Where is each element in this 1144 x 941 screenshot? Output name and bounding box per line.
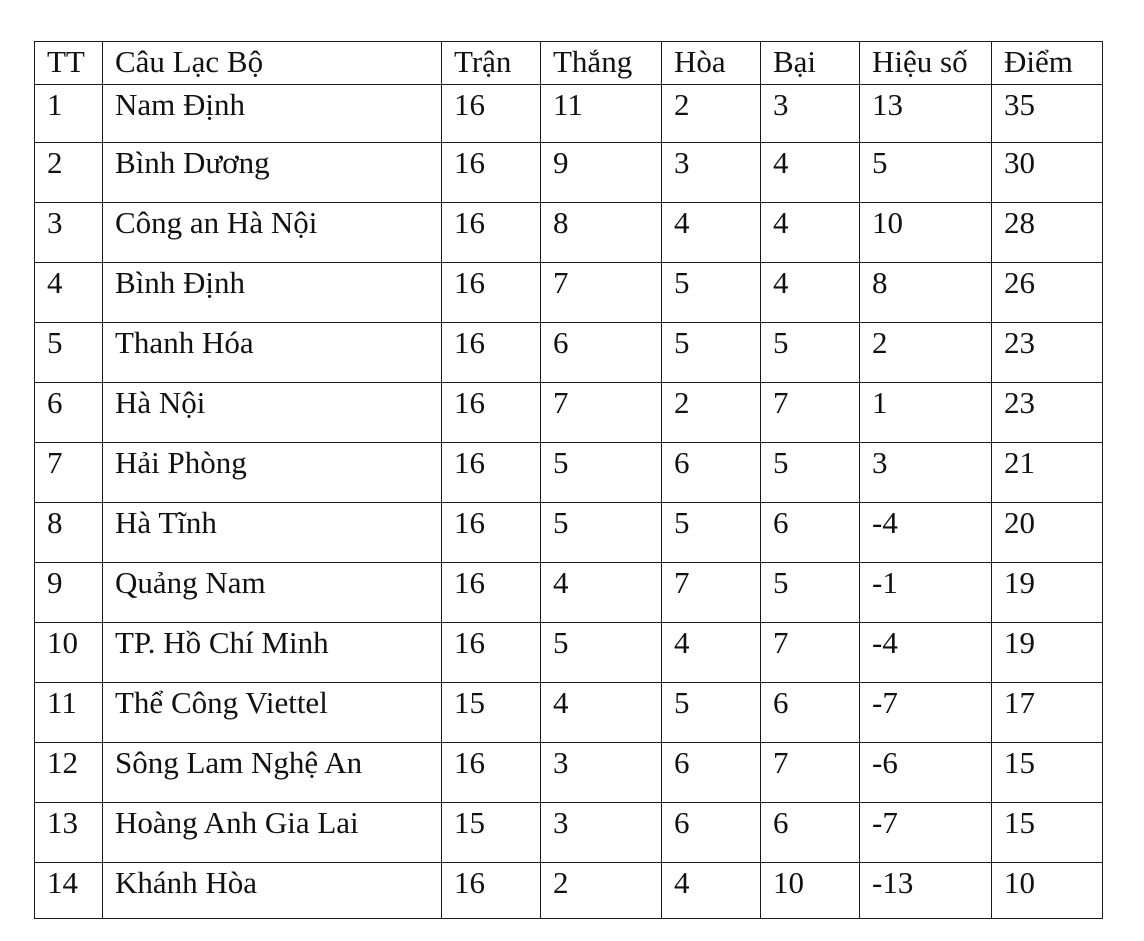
- cell-club: Hà Tĩnh: [103, 503, 442, 563]
- cell-played: 16: [442, 85, 541, 143]
- cell-club: TP. Hồ Chí Minh: [103, 623, 442, 683]
- cell-club: Thể Công Viettel: [103, 683, 442, 743]
- cell-played: 16: [442, 443, 541, 503]
- cell-draws: 4: [662, 623, 761, 683]
- cell-points: 23: [992, 383, 1103, 443]
- cell-rank: 8: [35, 503, 103, 563]
- cell-draws: 4: [662, 203, 761, 263]
- cell-draws: 5: [662, 323, 761, 383]
- cell-club: Bình Dương: [103, 143, 442, 203]
- cell-played: 15: [442, 683, 541, 743]
- cell-losses: 6: [761, 803, 860, 863]
- cell-points: 28: [992, 203, 1103, 263]
- table-row: [35, 323, 1103, 383]
- table-row: [35, 803, 1103, 863]
- header-played: Trận: [442, 42, 541, 85]
- cell-goal-difference: 8: [860, 263, 992, 323]
- header-draws: Hòa: [662, 42, 761, 85]
- cell-goal-difference: -6: [860, 743, 992, 803]
- standings-table: [34, 41, 1103, 919]
- cell-rank: 7: [35, 443, 103, 503]
- cell-points: 15: [992, 803, 1103, 863]
- table-row: [35, 743, 1103, 803]
- cell-club: Công an Hà Nội: [103, 203, 442, 263]
- cell-wins: 3: [541, 803, 662, 863]
- cell-goal-difference: -7: [860, 683, 992, 743]
- cell-losses: 7: [761, 623, 860, 683]
- cell-club: Sông Lam Nghệ An: [103, 743, 442, 803]
- header-club: Câu Lạc Bộ: [103, 42, 442, 85]
- cell-points: 30: [992, 143, 1103, 203]
- cell-draws: 5: [662, 503, 761, 563]
- cell-rank: 13: [35, 803, 103, 863]
- cell-played: 16: [442, 503, 541, 563]
- cell-wins: 4: [541, 683, 662, 743]
- cell-draws: 6: [662, 803, 761, 863]
- header-rank: TT: [35, 42, 103, 85]
- cell-wins: 8: [541, 203, 662, 263]
- cell-draws: 6: [662, 443, 761, 503]
- cell-played: 16: [442, 563, 541, 623]
- cell-wins: 6: [541, 323, 662, 383]
- cell-goal-difference: -7: [860, 803, 992, 863]
- table-row: [35, 85, 1103, 143]
- cell-losses: 4: [761, 263, 860, 323]
- cell-wins: 5: [541, 623, 662, 683]
- cell-draws: 5: [662, 263, 761, 323]
- cell-rank: 1: [35, 85, 103, 143]
- cell-draws: 2: [662, 383, 761, 443]
- header-goal-difference: Hiệu số: [860, 42, 992, 85]
- cell-losses: 5: [761, 443, 860, 503]
- table-row: [35, 863, 1103, 919]
- cell-played: 16: [442, 743, 541, 803]
- cell-points: 35: [992, 85, 1103, 143]
- table-row: [35, 443, 1103, 503]
- cell-draws: 3: [662, 143, 761, 203]
- cell-wins: 11: [541, 85, 662, 143]
- cell-rank: 11: [35, 683, 103, 743]
- cell-goal-difference: -1: [860, 563, 992, 623]
- cell-rank: 6: [35, 383, 103, 443]
- cell-club: Thanh Hóa: [103, 323, 442, 383]
- cell-club: Quảng Nam: [103, 563, 442, 623]
- cell-played: 16: [442, 863, 541, 919]
- cell-goal-difference: -4: [860, 623, 992, 683]
- cell-wins: 4: [541, 563, 662, 623]
- cell-losses: 5: [761, 563, 860, 623]
- cell-goal-difference: -13: [860, 863, 992, 919]
- header-points: Điểm: [992, 42, 1103, 85]
- cell-draws: 4: [662, 863, 761, 919]
- cell-points: 26: [992, 263, 1103, 323]
- table-row: [35, 263, 1103, 323]
- cell-draws: 2: [662, 85, 761, 143]
- cell-club: Khánh Hòa: [103, 863, 442, 919]
- cell-points: 21: [992, 443, 1103, 503]
- table-row: [35, 383, 1103, 443]
- table-row: [35, 563, 1103, 623]
- cell-losses: 6: [761, 683, 860, 743]
- cell-draws: 5: [662, 683, 761, 743]
- cell-goal-difference: 1: [860, 383, 992, 443]
- cell-club: Hoàng Anh Gia Lai: [103, 803, 442, 863]
- cell-draws: 7: [662, 563, 761, 623]
- cell-losses: 6: [761, 503, 860, 563]
- cell-points: 19: [992, 563, 1103, 623]
- cell-rank: 4: [35, 263, 103, 323]
- table-row: [35, 203, 1103, 263]
- header-losses: Bại: [761, 42, 860, 85]
- cell-losses: 4: [761, 203, 860, 263]
- cell-club: Hà Nội: [103, 383, 442, 443]
- cell-losses: 4: [761, 143, 860, 203]
- cell-club: Nam Định: [103, 85, 442, 143]
- header-wins: Thắng: [541, 42, 662, 85]
- cell-points: 10: [992, 863, 1103, 919]
- cell-rank: 5: [35, 323, 103, 383]
- cell-wins: 5: [541, 503, 662, 563]
- cell-goal-difference: 2: [860, 323, 992, 383]
- cell-goal-difference: 10: [860, 203, 992, 263]
- cell-losses: 3: [761, 85, 860, 143]
- cell-club: Hải Phòng: [103, 443, 442, 503]
- table-row: [35, 143, 1103, 203]
- cell-rank: 3: [35, 203, 103, 263]
- cell-goal-difference: 3: [860, 443, 992, 503]
- cell-wins: 7: [541, 383, 662, 443]
- cell-played: 15: [442, 803, 541, 863]
- cell-played: 16: [442, 383, 541, 443]
- cell-points: 17: [992, 683, 1103, 743]
- cell-club: Bình Định: [103, 263, 442, 323]
- cell-goal-difference: -4: [860, 503, 992, 563]
- cell-points: 15: [992, 743, 1103, 803]
- cell-losses: 7: [761, 743, 860, 803]
- cell-draws: 6: [662, 743, 761, 803]
- header-row: [35, 42, 1103, 85]
- cell-wins: 7: [541, 263, 662, 323]
- cell-rank: 2: [35, 143, 103, 203]
- cell-played: 16: [442, 263, 541, 323]
- cell-losses: 10: [761, 863, 860, 919]
- cell-goal-difference: 13: [860, 85, 992, 143]
- cell-rank: 10: [35, 623, 103, 683]
- table-row: [35, 683, 1103, 743]
- cell-goal-difference: 5: [860, 143, 992, 203]
- cell-points: 19: [992, 623, 1103, 683]
- cell-wins: 2: [541, 863, 662, 919]
- cell-losses: 5: [761, 323, 860, 383]
- cell-rank: 9: [35, 563, 103, 623]
- cell-wins: 9: [541, 143, 662, 203]
- table-row: [35, 623, 1103, 683]
- cell-wins: 3: [541, 743, 662, 803]
- table-row: [35, 503, 1103, 563]
- cell-played: 16: [442, 323, 541, 383]
- cell-points: 23: [992, 323, 1103, 383]
- cell-played: 16: [442, 203, 541, 263]
- cell-played: 16: [442, 143, 541, 203]
- cell-rank: 12: [35, 743, 103, 803]
- cell-played: 16: [442, 623, 541, 683]
- cell-losses: 7: [761, 383, 860, 443]
- cell-rank: 14: [35, 863, 103, 919]
- cell-wins: 5: [541, 443, 662, 503]
- cell-points: 20: [992, 503, 1103, 563]
